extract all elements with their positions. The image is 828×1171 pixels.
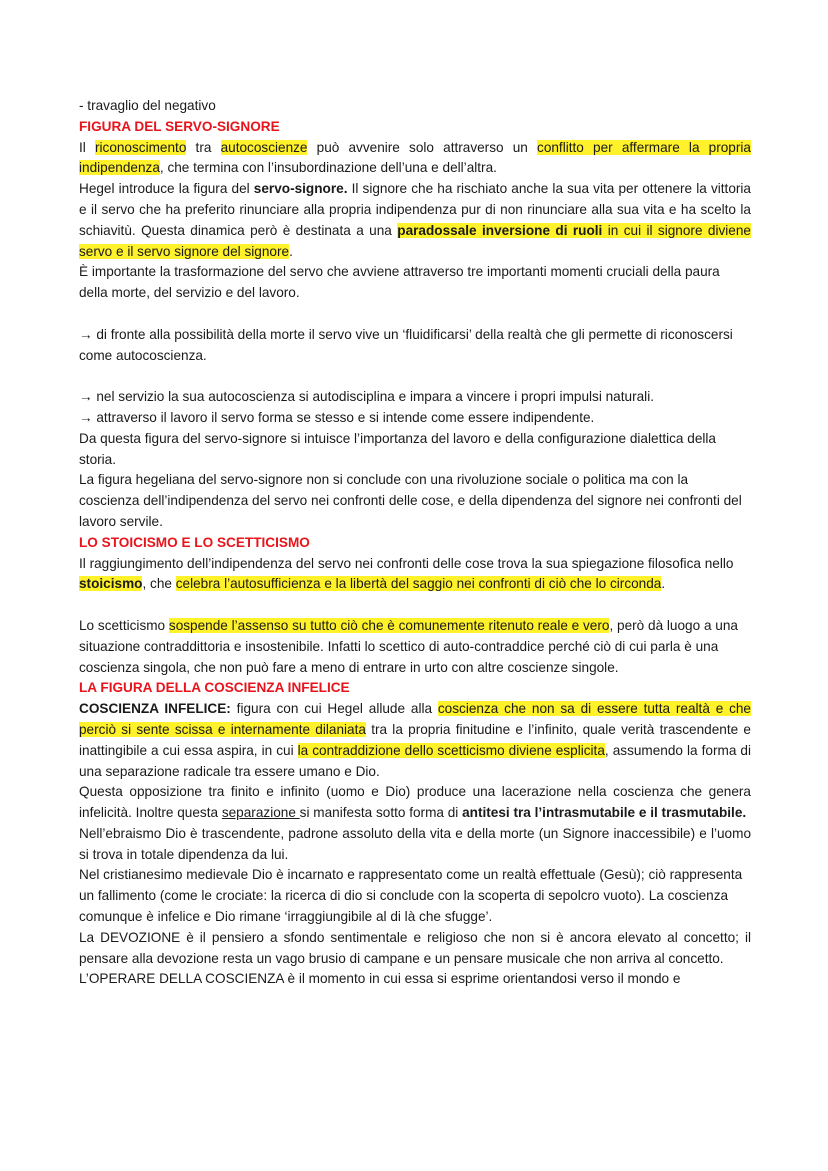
highlight: celebra l’autosufficienza e la libertà del saggio nei confronti di ciò che lo circonda [175, 576, 662, 592]
paragraph: Nel cristianesimo medievale Dio è incarnato e rappresentato come un realtà effettuale (Gesù); ciò rappresenta un fallimento (come le crociate: la ricerca di dio si conclude con la scoperta di sepolcro vuoto). La coscienza comunque è infelice e Dio rimane ‘irraggiungibile al di là che sfugge’. [79, 867, 743, 925]
highlight: in cui il signore diviene servo e il servo signore del signore [79, 222, 751, 259]
paragraph: Questa opposizione tra finito e infinito (uomo e Dio) produce una lacerazione nella coscienza che genera infelicità. Inoltre questa separazione si manifesta sotto forma di antitesi tra l’intrasmutabile e il trasmutabile. [79, 784, 751, 821]
paragraph: È importante la trasformazione del servo che avviene attraverso tre importanti momenti cruciali della paura della morte, del servizio e del lavoro. [79, 264, 720, 301]
section-title-servo-signore: FIGURA DEL SERVO-SIGNORE [79, 118, 280, 134]
paragraph: → di fronte alla possibilità della morte il servo vive un ‘fluidificarsi’ della realtà che gli permette di riconoscersi come autocoscienza. [79, 326, 733, 363]
highlight-bold: stoicismo [79, 576, 143, 592]
paragraph: → nel servizio la sua autocoscienza si autodisciplina e impara a vincere i propri impulsi naturali. [79, 389, 654, 405]
paragraph: Il raggiungimento dell’indipendenza del servo nei confronti delle cose trova la sua spiegazione filosofica nello stoicismo, che celebra l’autosufficienza e la libertà del saggio nei confronti di ciò che lo circonda. [79, 555, 734, 592]
paragraph: Da questa figura del servo-signore si intuisce l’importanza del lavoro e della configurazione dialettica della storia. [79, 430, 716, 467]
highlight: coscienza che non sa di essere tutta realtà e che perciò si sente scissa e internamente dilaniata [79, 701, 751, 737]
underlined-term: separazione [221, 805, 300, 821]
highlight-bold: paradossale inversione di ruoli [397, 222, 603, 238]
document-page [79, 96, 751, 990]
highlight: la contraddizione dello scetticismo diviene esplicita [297, 742, 605, 758]
paragraph: La figura hegeliana del servo-signore non si conclude con una rivoluzione sociale o politica ma con la coscienza dell’indipendenza del servo nei confronti delle cose, e della dipendenza del signore nei confronti del lavoro servile. [79, 472, 742, 529]
bold-term: COSCIENZA INFELICE: [79, 701, 231, 717]
highlight: sospende l’assenso su tutto ciò che è comunemente ritenuto reale e vero [168, 617, 610, 633]
paragraph: La DEVOZIONE è il pensiero a sfondo sentimentale e religioso che non si è ancora elevato al concetto; il pensare alla devozione resta un vago brusio di campane e un pensare musicale che non arriva al concetto. [79, 929, 751, 966]
section-title-stoicismo: LO STOICISMO E LO SCETTICISMO [79, 534, 310, 550]
paragraph: Il riconoscimento tra autocoscienze può avvenire solo attraverso un conflitto per affermare la propria indipendenza, che termina con l’insubordinazione dell’una e dell’altra. [79, 139, 751, 176]
paragraph: L’OPERARE DELLA COSCIENZA è il momento in cui essa si esprime orientandosi verso il mondo e [79, 971, 681, 987]
highlight: conflitto per affermare la propria indipendenza [79, 139, 751, 176]
paragraph: Nell’ebraismo Dio è trascendente, padrone assoluto della vita e della morte (un Signore inaccessibile) e l’uomo si trova in totale dipendenza da lui. [79, 825, 751, 862]
paragraph: → attraverso il lavoro il servo forma se stesso e si intende come essere indipendente. [79, 409, 595, 425]
paragraph: COSCIENZA INFELICE: figura con cui Hegel allude alla coscienza che non sa di essere tutta realtà e che perciò si sente scissa e internamente dilaniata tra la propria finitudine e l’infinito, quale verità trascendente e inattingibile a cui essa aspira, in cui la contraddizione dello scetticismo diviene esplicita, assumendo la forma di una separazione radicale tra essere umano e Dio. [79, 701, 751, 779]
highlight: riconoscimento [94, 139, 187, 155]
intro-line: - travaglio del negativo [79, 98, 216, 113]
paragraph: Hegel introduce la figura del servo-signore. Il signore che ha rischiato anche la sua vita per ottenere la vittoria e il servo che ha preferito rinunciare alla propria indipendenza pur di non rinunciare alla sua vita e ha scelto la schiavitù. Questa dinamica però è destinata a una paradossale inversione di ruoli in cui il signore diviene servo e il servo signore del signore. [79, 181, 751, 259]
section-title-coscienza-infelice: LA FIGURA DELLA COSCIENZA INFELICE [79, 680, 350, 696]
bold-term: servo-signore. [253, 181, 348, 197]
bold-term: antitesi tra l’intrasmutabile e il trasmutabile. [462, 805, 747, 821]
paragraph: Lo scetticismo sospende l’assenso su tutto ciò che è comunemente ritenuto reale e vero, però dà luogo a una situazione contraddittoria e insostenibile. Infatti lo scettico di auto-contraddice perché ciò di cui parla è una coscienza singola, che non può fare a meno di entrare in urto con altre coscienze singole. [79, 617, 738, 675]
highlight: autocoscienze [220, 139, 308, 155]
